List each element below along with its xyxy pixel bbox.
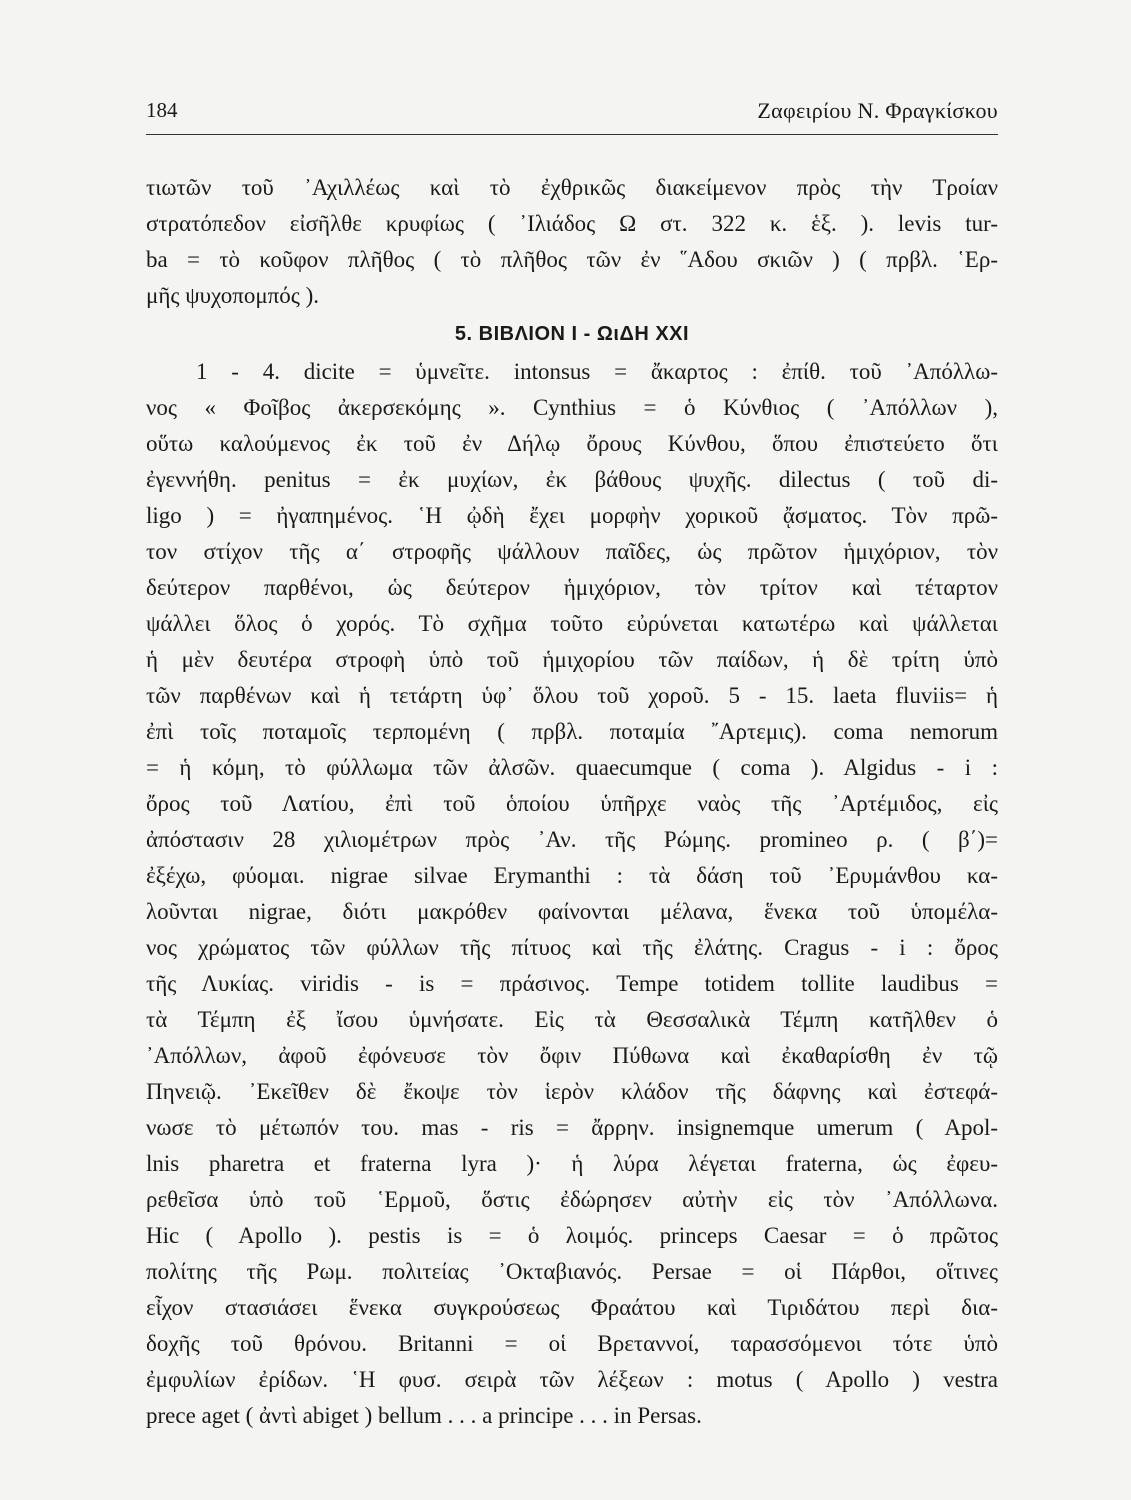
text-line: ἐπὶ τοῖς ποταμοῖς τερπομένη ( πρβλ. ποταμία ῎Αρτεμις). coma nemorum <box>146 719 998 744</box>
text-line: ἐγεννήθη. penitus = ἐκ μυχίων, ἐκ βάθους ψυχῆς. dilectus ( τοῦ di- <box>146 467 998 492</box>
text-line: prece aget ( ἀντὶ abiget ) bellum . . . a principe . . . in Persas. <box>146 1403 702 1428</box>
text-line: δοχῆς τοῦ θρόνου. Britanni = οἱ Βρεταννοί, ταρασσόμενοι τότε ὑπὸ <box>146 1331 998 1356</box>
paragraph-2 <box>146 354 998 1434</box>
text-line: 1 - 4. dicite = ὑμνεῖτε. intonsus = ἄκαρτος : ἐπίθ. τοῦ ᾿Απόλλω- <box>196 359 998 384</box>
text-line: Hic ( Apollo ). pestis is = ὁ λοιμός. princeps Caesar = ὁ πρῶτος <box>146 1223 998 1248</box>
text-line: νος « Φοῖβος ἀκερσεκόμης ». Cynthius = ὁ Κύνθιος ( ᾿Απόλλων ), <box>146 395 998 420</box>
text-line: ἀπόστασιν 28 χιλιομέτρων πρὸς ᾿Αν. τῆς Ρώμης. promineo ρ. ( β΄)= <box>146 827 998 852</box>
text-line: τῶν παρθένων καὶ ἡ τετάρτη ὑφ᾿ ὅλου τοῦ χοροῦ. 5 - 15. laeta fluviis= ἡ <box>146 683 998 708</box>
text-line: τιωτῶν τοῦ ᾿Αχιλλέως καὶ τὸ ἐχθρικῶς διακείμενον πρὸς τὴν Τροίαν <box>146 175 998 200</box>
running-title: Ζαφειρίου Ν. Φραγκίσκου <box>757 98 998 123</box>
text-line: ψάλλει ὅλος ὁ χορός. Τὸ σχῆμα τοῦτο εὐρύνεται κατωτέρω καὶ ψάλλεται <box>146 611 998 636</box>
text-line: ligo ) = ἠγαπημένος. ῾Η ᾠδὴ ἔχει μορφὴν χορικοῦ ᾄσματος. Τὸν πρῶ- <box>146 503 998 528</box>
text-line: δεύτερον παρθένοι, ὡς δεύτερον ἡμιχόριον, τὸν τρίτον καὶ τέταρτον <box>146 575 998 600</box>
text-line: Πηνειῷ. ᾿Εκεῖθεν δὲ ἔκοψε τὸν ἱερὸν κλάδον τῆς δάφνης καὶ ἐστεφά- <box>146 1079 998 1104</box>
text-line: ᾿Απόλλων, ἀφοῦ ἐφόνευσε τὸν ὄφιν Πύθωνα καὶ ἐκαθαρίσθη ἐν τῷ <box>146 1043 998 1068</box>
page-body <box>146 170 998 1434</box>
paragraph-1 <box>146 170 998 314</box>
text-line: νωσε τὸ μέτωπόν του. mas - ris = ἄρρην. insignemque umerum ( Apol- <box>146 1115 998 1140</box>
text-line: = ἡ κόμη, τὸ φύλλωμα τῶν ἀλσῶν. quaecumque ( coma ). Algidus - i : <box>146 755 998 780</box>
text-line: ἡ μὲν δευτέρα στροφὴ ὑπὸ τοῦ ἡμιχορίου τῶν παίδων, ἡ δὲ τρίτη ὑπὸ <box>146 647 998 672</box>
text-line: οὕτω καλούμενος ἐκ τοῦ ἐν Δήλῳ ὄρους Κύνθου, ὅπου ἐπιστεύετο ὅτι <box>146 431 998 456</box>
text-line: lnis pharetra et fraterna lyra )· ἡ λύρα λέγεται fraterna, ὡς ἐφευ- <box>146 1151 998 1176</box>
text-line: λοῦνται nigrae, διότι μακρόθεν φαίνονται μέλανα, ἕνεκα τοῦ ὑπομέλα- <box>146 899 998 924</box>
text-line: στρατόπεδον εἰσῆλθε κρυφίως ( ᾿Ιλιάδος Ω στ. 322 κ. ἑξ. ). levis tur- <box>146 211 998 236</box>
text-line: πολίτης τῆς Ρωμ. πολιτείας ᾿Οκταβιανός. Persae = οἱ Πάρθοι, οἵτινες <box>146 1259 998 1284</box>
text-line: νος χρώματος τῶν φύλλων τῆς πίτυος καὶ τῆς ἐλάτης. Cragus - i : ὄρος <box>146 935 998 960</box>
section-heading: 5. ΒΙΒΛΙΟΝ Ι - ΩιΔΗ XXI <box>454 323 690 345</box>
text-line: ὄρος τοῦ Λατίου, ἐπὶ τοῦ ὁποίου ὑπῆρχε ναὸς τῆς ᾿Αρτέμιδος, εἰς <box>146 791 998 816</box>
text-line: ρεθεῖσα ὑπὸ τοῦ ῾Ερμοῦ, ὅστις ἐδώρησεν αὐτὴν εἰς τὸν ᾿Απόλλωνα. <box>146 1187 998 1212</box>
text-line: τον στίχον τῆς α΄ στροφῆς ψάλλουν παῖδες, ὡς πρῶτον ἡμιχόριον, τὸν <box>146 539 998 564</box>
text-line: μῆς ψυχοπομπός ). <box>146 283 320 308</box>
page-header <box>146 98 998 135</box>
text-line: ἐξέχω, φύομαι. nigrae silvae Erymanthi : τὰ δάση τοῦ ᾿Ερυμάνθου κα- <box>146 863 998 888</box>
text-line: ἐμφυλίων ἐρίδων. ῾Η φυσ. σειρὰ τῶν λέξεων : motus ( Apollo ) vestra <box>146 1367 998 1392</box>
text-line: τῆς Λυκίας. viridis - is = πράσινος. Tempe totidem tollite laudibus = <box>146 971 998 996</box>
text-line: τὰ Τέμπη ἐξ ἴσου ὑμνήσατε. Εἰς τὰ Θεσσαλικὰ Τέμπη κατῆλθεν ὁ <box>146 1007 998 1032</box>
page-number: 184 <box>146 98 178 122</box>
text-line: ba = τὸ κοῦφον πλῆθος ( τὸ πλῆθος τῶν ἐν ῞Αδου σκιῶν ) ( πρβλ. ῾Ερ- <box>146 247 998 272</box>
text-line: εἶχον στασιάσει ἕνεκα συγκρούσεως Φραάτου καὶ Τιριδάτου περὶ δια- <box>146 1295 998 1320</box>
